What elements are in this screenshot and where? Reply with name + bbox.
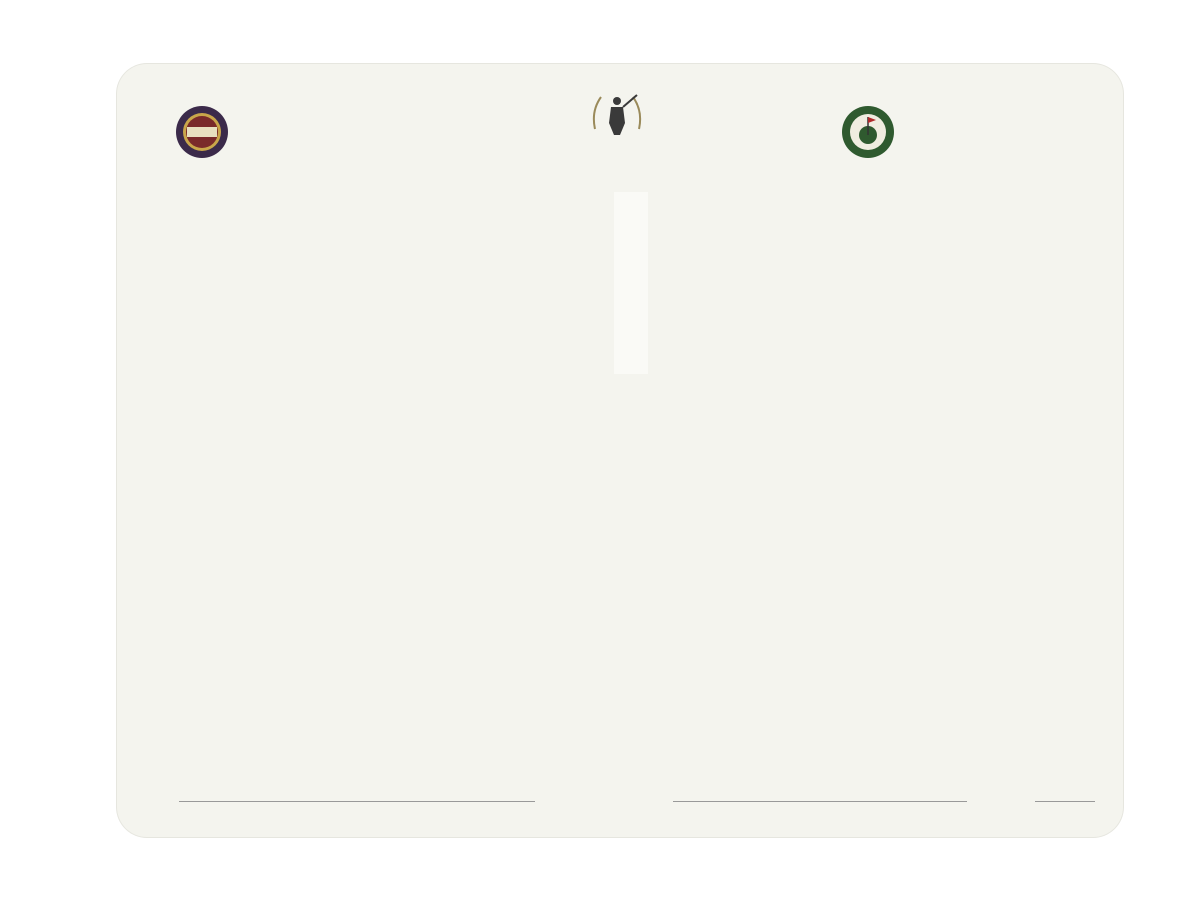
player-column bbox=[614, 192, 648, 374]
scorecard bbox=[117, 64, 1123, 837]
gcsaa-seal-icon bbox=[841, 105, 895, 159]
pga-seal-icon bbox=[175, 105, 229, 159]
attest-line[interactable] bbox=[673, 801, 967, 802]
governors-club-logo-icon bbox=[587, 89, 647, 139]
scorer-line[interactable] bbox=[179, 801, 535, 802]
date-line[interactable] bbox=[1035, 801, 1095, 802]
